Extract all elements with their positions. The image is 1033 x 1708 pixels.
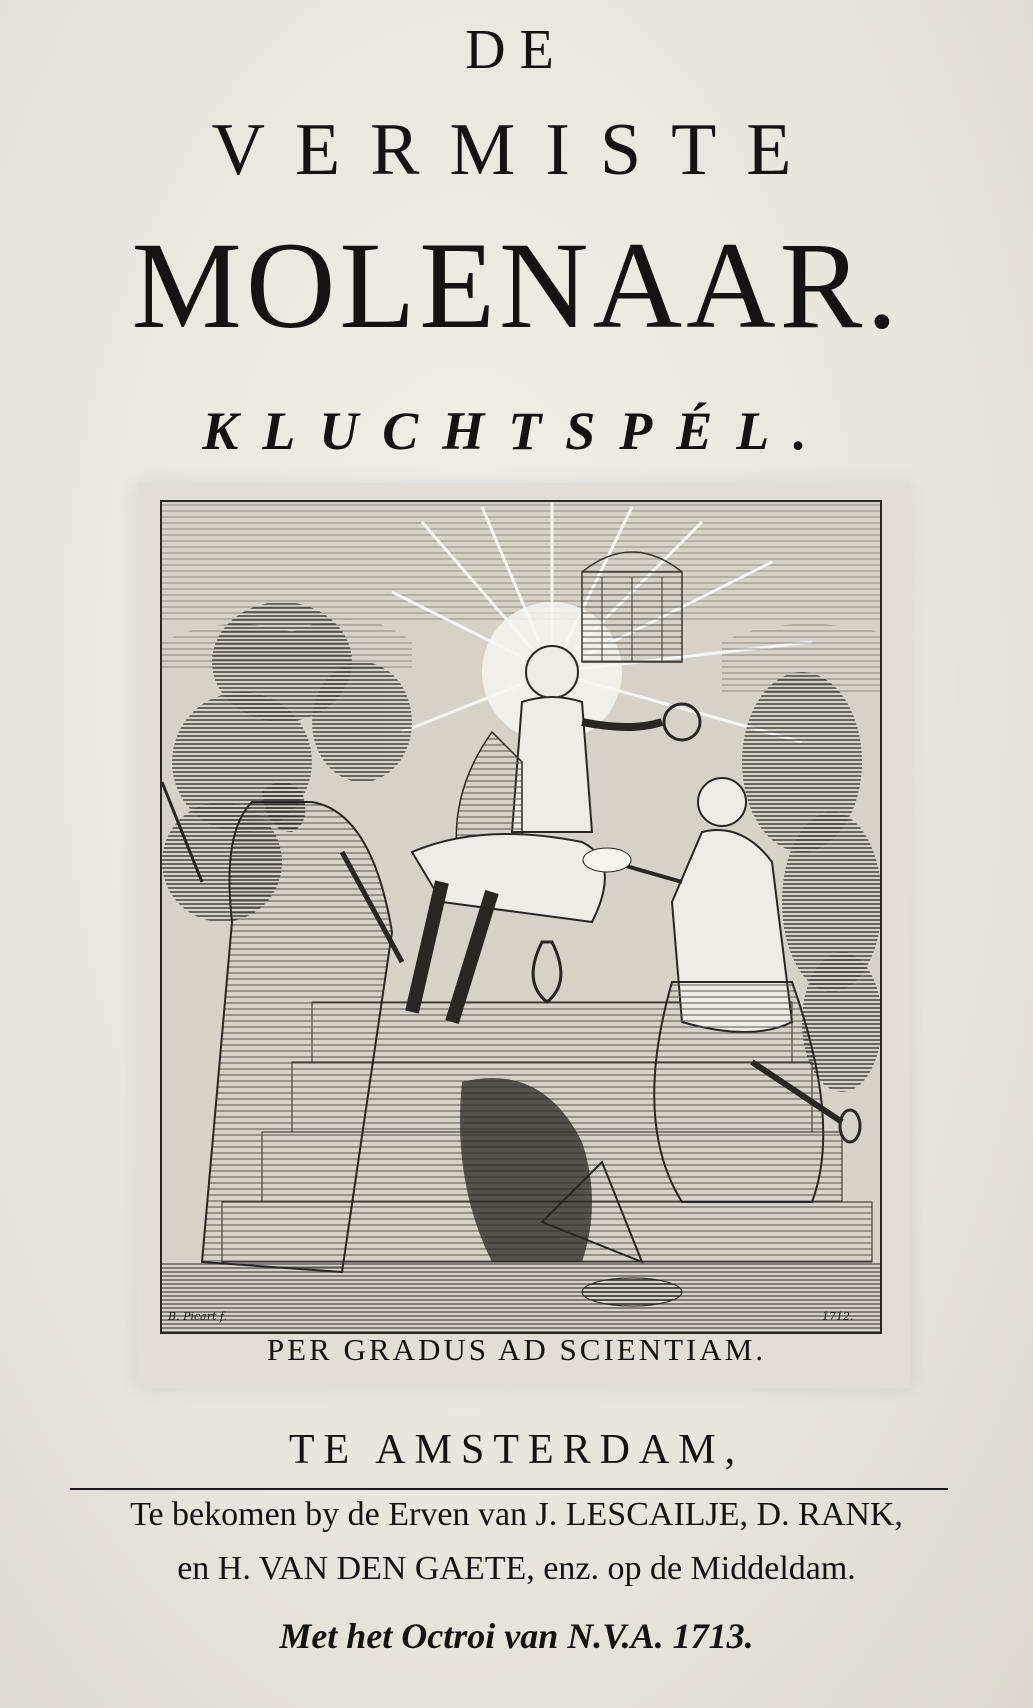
genre-line: KLUCHTSPÉL. <box>202 401 831 461</box>
imprint-line-1: Te bekomen by de Erven van J. LESCAILJE, D. RANK, <box>130 1496 903 1533</box>
engraving-illustration <box>162 502 880 1332</box>
imprint-rule <box>70 1488 948 1490</box>
imprint-place: TE AMSTERDAM, <box>288 1427 745 1473</box>
engraving-date: 1712. <box>822 1310 854 1323</box>
engraver-signature: B. Picart f. <box>168 1310 228 1323</box>
privilege-line: Met het Octroi van N.V.A. 1713. <box>279 1616 754 1656</box>
imprint-line-2: en H. VAN DEN GAETE, enz. op de Middeldam. <box>177 1550 856 1587</box>
title-line-molenaar: MOLENAAR. <box>131 217 902 354</box>
engraving-motto: PER GRADUS AD SCIENTIAM. <box>266 1332 767 1367</box>
title-line-vermiste: VERMISTE <box>211 109 822 191</box>
title-line-de: DE <box>465 19 568 81</box>
frontispiece-engraving <box>160 500 882 1334</box>
